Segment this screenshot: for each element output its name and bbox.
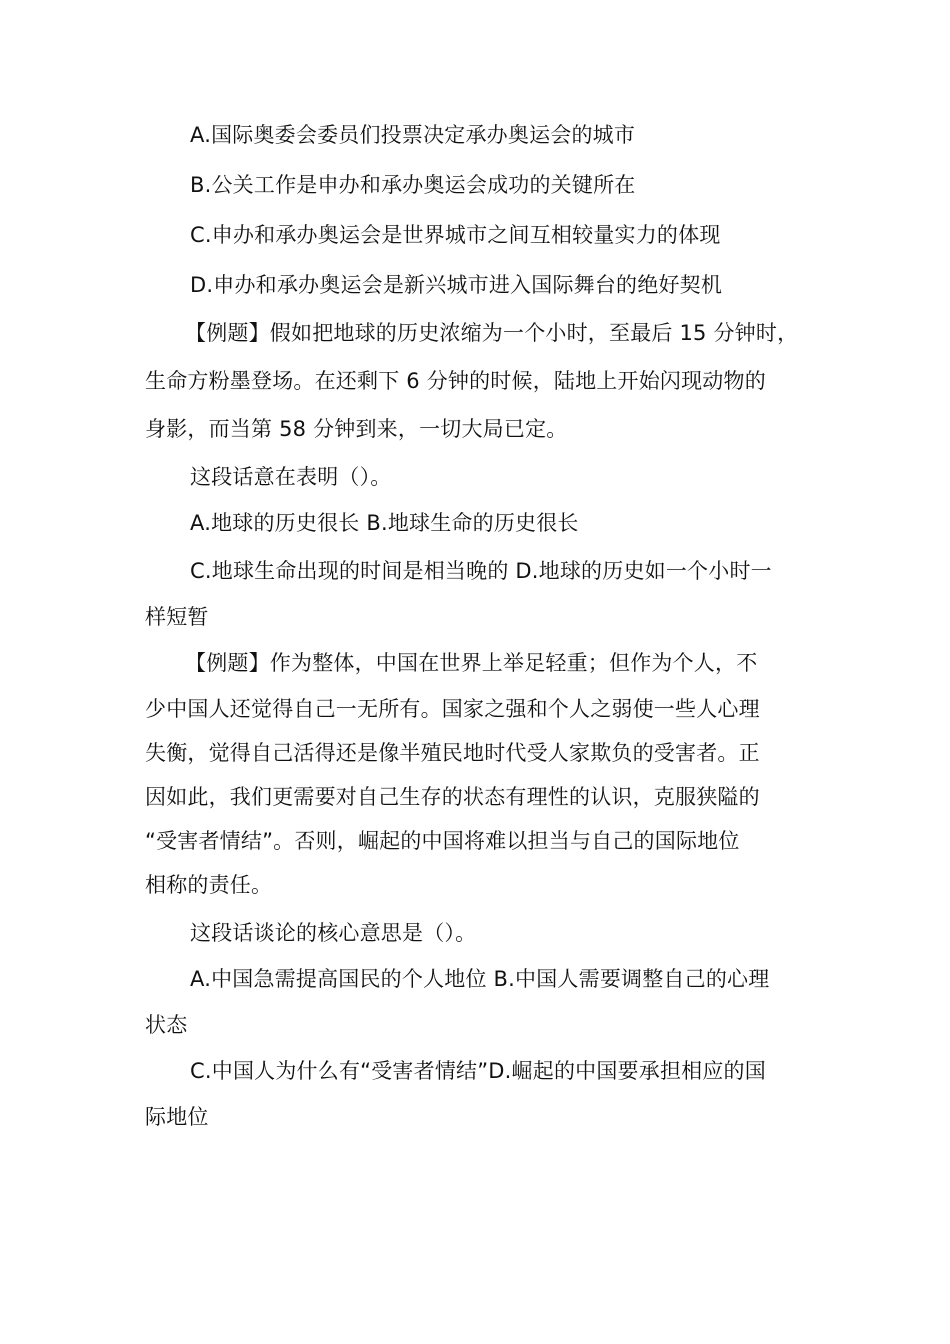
option-a-line: A.国际奥委会委员们投票决定承办奥运会的城市 xyxy=(190,123,636,147)
example-2-line-4: 因如此，我们更需要对自己生存的状态有理性的认识，克服狭隘的 xyxy=(145,785,760,809)
example-1-line-1: 【例题】假如把地球的历史浓缩为一个小时，至最后 15 分钟时， xyxy=(185,321,799,345)
option-b-line: B.公关工作是申办和承办奥运会成功的关键所在 xyxy=(190,173,636,197)
example-1-options-cont: 样短暂 xyxy=(145,605,209,629)
example-1-question: 这段话意在表明（）。 xyxy=(190,465,392,489)
example-1-options-ab: A.地球的历史很长 B.地球生命的历史很长 xyxy=(190,511,579,535)
example-2-options-ab-cont: 状态 xyxy=(145,1013,188,1037)
example-1-line-2: 生命方粉墨登场。在还剩下 6 分钟的时候，陆地上开始闪现动物的 xyxy=(145,369,766,393)
example-2-line-3: 失衡，觉得自己活得还是像半殖民地时代受人家欺负的受害者。正 xyxy=(145,741,760,765)
example-2-options-ab: A.中国急需提高国民的个人地位 B.中国人需要调整自己的心理 xyxy=(190,967,770,991)
example-2-line-5: “受害者情结”。否则，崛起的中国将难以担当与自己的国际地位 xyxy=(145,829,740,853)
example-2-line-2: 少中国人还觉得自己一无所有。国家之强和个人之弱使一些人心理 xyxy=(145,697,760,721)
option-d-line: D.申办和承办奥运会是新兴城市进入国际舞台的绝好契机 xyxy=(190,273,723,297)
option-c-line: C.申办和承办奥运会是世界城市之间互相较量实力的体现 xyxy=(190,223,721,247)
example-1-options-cd: C.地球生命出现的时间是相当晚的 D.地球的历史如一个小时一 xyxy=(190,559,772,583)
example-2-line-1: 【例题】作为整体，中国在世界上举足轻重；但作为个人，不 xyxy=(185,651,758,675)
example-2-options-cd: C.中国人为什么有“受害者情结”D.崛起的中国要承担相应的国 xyxy=(190,1059,766,1083)
example-2-line-6: 相称的责任。 xyxy=(145,873,273,897)
example-2-options-cd-cont: 际地位 xyxy=(145,1105,209,1129)
example-1-line-3: 身影，而当第 58 分钟到来，一切大局已定。 xyxy=(145,417,568,441)
example-2-question: 这段话谈论的核心意思是（）。 xyxy=(190,921,477,945)
